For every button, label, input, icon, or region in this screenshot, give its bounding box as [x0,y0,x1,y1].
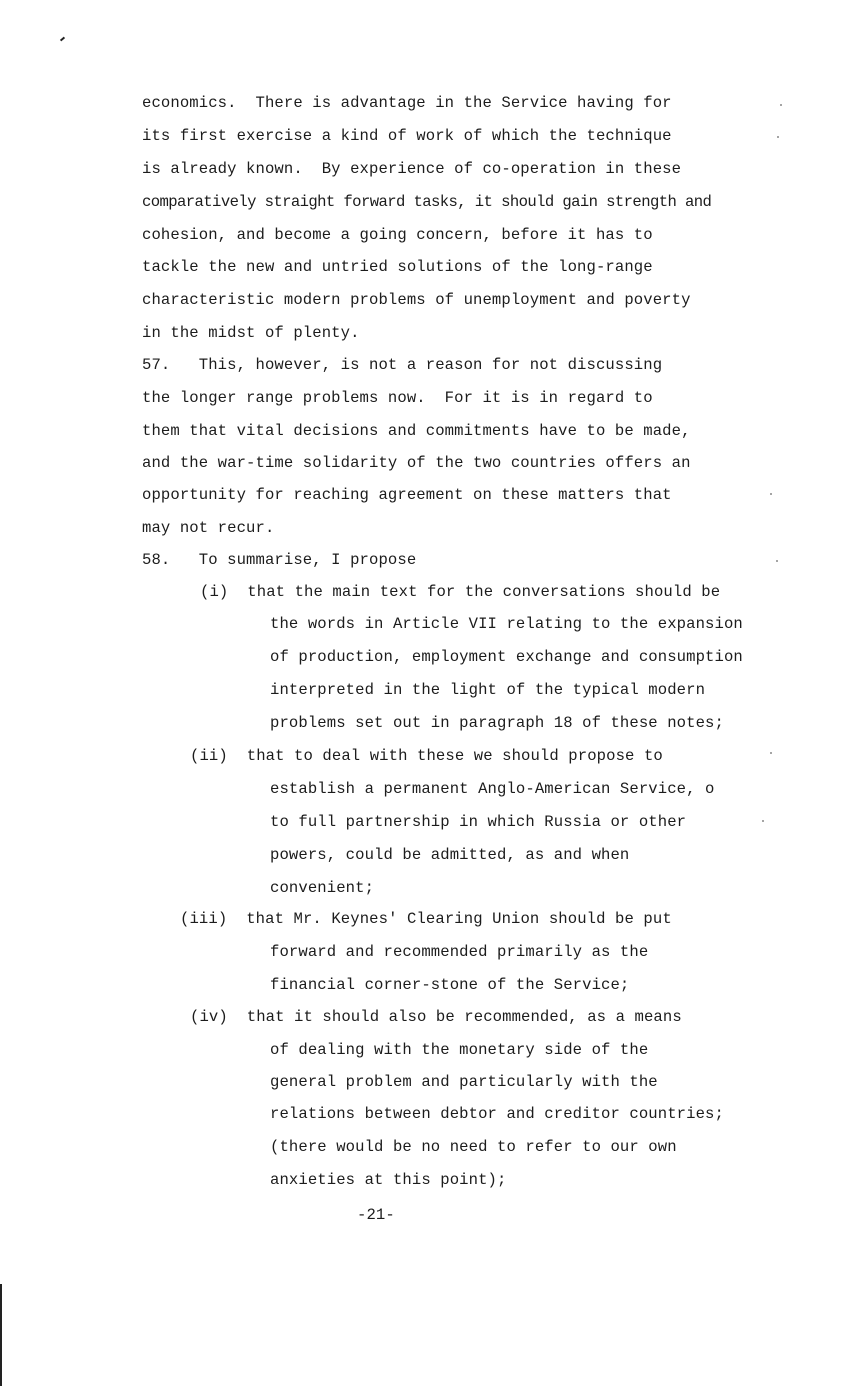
text-line: is already known. By experience of co-operation in these [142,160,682,178]
paragraph-58-start: 58. To summarise, I propose [142,551,417,569]
list-item-iii: (iii) that Mr. Keynes' Clearing Union should be put [180,910,672,928]
text-line: comparatively straight forward tasks, it should gain strength and [142,193,712,211]
text-line: general problem and particularly with the [270,1073,658,1091]
list-item-iv: (iv) that it should also be recommended, as a means [190,1008,682,1026]
text-line: (there would be no need to refer to our own [270,1138,677,1156]
text-line: interpreted in the light of the typical modern [270,681,706,699]
left-edge-bar [0,1284,2,1386]
text-line: may not recur. [142,519,275,537]
text-line: tackle the new and untried solutions of the long-range [142,258,653,276]
text-line: its first exercise a kind of work of which the technique [142,127,672,145]
text-line: forward and recommended primarily as the [270,943,649,961]
text-line: to full partnership in which Russia or other [270,813,687,831]
text-line: economics. There is advantage in the Service having for [142,94,672,112]
speck [770,493,772,495]
speck [777,136,779,138]
speck [762,820,764,822]
text-line: characteristic modern problems of unemployment and poverty [142,291,691,309]
text-line: the words in Article VII relating to the expansion [270,615,743,633]
text-line: of production, employment exchange and consumption [270,648,743,666]
text-line: the longer range problems now. For it is in regard to [142,389,653,407]
text-line: them that vital decisions and commitments have to be made, [142,422,691,440]
text-line: establish a permanent Anglo-American Service, o [270,780,715,798]
list-item-i: (i) that the main text for the conversations should be [200,583,721,601]
corner-mark [60,37,65,42]
page-number: -21- [357,1206,395,1224]
speck [770,752,772,754]
text-line: relations between debtor and creditor countries; [270,1105,724,1123]
list-item-ii: (ii) that to deal with these we should propose to [190,747,663,765]
text-line: problems set out in paragraph 18 of these notes; [270,714,724,732]
paragraph-57-start: 57. This, however, is not a reason for not discussing [142,356,663,374]
text-line: in the midst of plenty. [142,324,360,342]
text-line: and the war-time solidarity of the two countries offers an [142,454,691,472]
speck [776,560,778,562]
speck [780,104,782,106]
text-line: opportunity for reaching agreement on these matters that [142,486,672,504]
text-line: convenient; [270,879,375,897]
text-line: powers, could be admitted, as and when [270,846,630,864]
text-line: financial corner-stone of the Service; [270,976,630,994]
text-line: cohesion, and become a going concern, before it has to [142,226,653,244]
text-line: anxieties at this point); [270,1171,507,1189]
text-line: of dealing with the monetary side of the [270,1041,649,1059]
